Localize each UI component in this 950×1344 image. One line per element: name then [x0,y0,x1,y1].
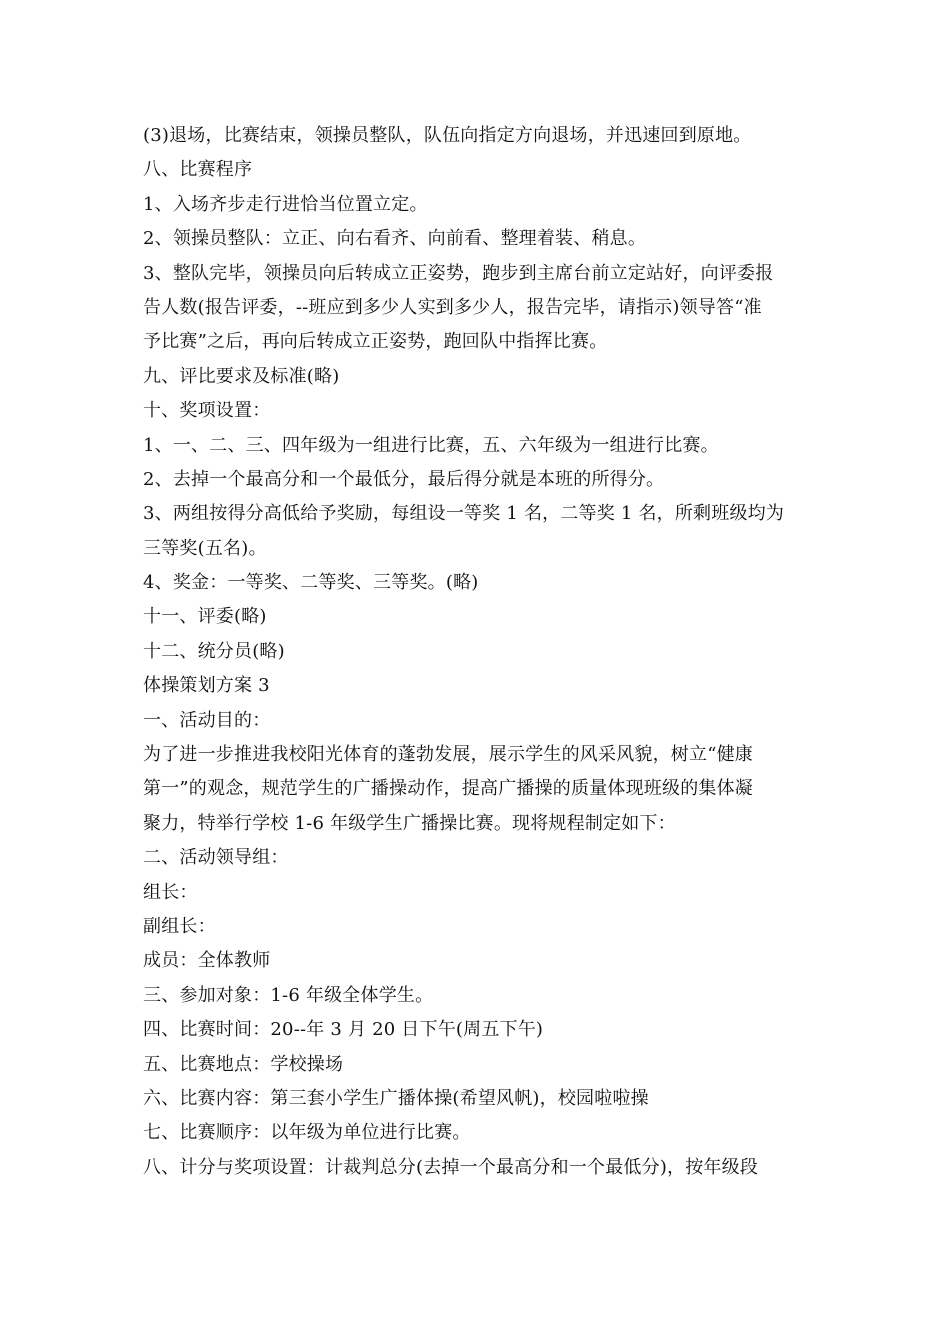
section-heading: 九、评比要求及标准(略) [143,365,340,387]
text-line: 1、一、二、三、四年级为一组进行比赛，五、六年级为一组进行比赛。 [143,434,719,456]
text-line: 2、去掉一个最高分和一个最低分，最后得分就是本班的所得分。 [143,468,665,490]
section-heading: 十二、统分员(略) [143,640,285,662]
text-line: 成员：全体教师 [143,950,271,972]
text-line: 4、奖金：一等奖、二等奖、三等奖。(略) [143,572,479,594]
text-line: 3、整队完毕，领操员向后转成立正姿势，跑步到主席台前立定站好，向评委报 [143,262,774,284]
section-heading: 七、比赛顺序：以年级为单位进行比赛。 [143,1122,471,1144]
text-line: 副组长： [143,915,216,937]
text-line: 告人数(报告评委，--班应到多少人实到多少人，报告完毕，请指示)领导答“准 [143,296,762,318]
section-heading: 四、比赛时间：20--年 3 月 20 日下午(周五下午) [143,1019,544,1041]
section-heading: 八、计分与奖项设置：计裁判总分(去掉一个最高分和一个最低分)，按年级段 [143,1156,759,1178]
section-heading: 三、参加对象：1-6 年级全体学生。 [143,984,434,1006]
text-line: 予比赛”之后，再向后转成立正姿势，跑回队中指挥比赛。 [143,331,608,353]
text-line: 为了进一步推进我校阳光体育的蓬勃发展，展示学生的风采风貌，树立“健康 [143,744,753,766]
section-heading: 十、奖项设置： [143,400,271,422]
text-line: 1、入场齐步走行进恰当位置立定。 [143,193,428,215]
section-heading: 二、活动领导组： [143,847,289,869]
text-line: 聚力，特举行学校 1-6 年级学生广播操比赛。现将规程制定如下： [143,812,676,834]
text-line: 第一”的观念，规范学生的广播操动作，提高广播操的质量体现班级的集体凝 [143,778,753,800]
text-line: (3)退场，比赛结束，领操员整队，队伍向指定方向退场，并迅速回到原地。 [143,125,752,146]
section-heading: 八、比赛程序 [143,159,253,181]
text-line: 三等奖(五名)。 [143,537,267,559]
text-line: 组长： [143,881,198,903]
section-heading: 十一、评委(略) [143,606,267,628]
section-heading: 六、比赛内容：第三套小学生广播体操(希望风帆)，校园啦啦操 [143,1087,649,1109]
text-line: 2、领操员整队：立正、向右看齐、向前看、整理着装、稍息。 [143,228,647,250]
section-heading: 一、活动目的： [143,709,271,731]
text-line: 3、两组按得分高低给予奖励，每组设一等奖 1 名，二等奖 1 名，所剩班级均为 [143,503,785,525]
document-title: 体操策划方案 3 [143,675,270,697]
document-body [143,119,811,1185]
section-heading: 五、比赛地点：学校操场 [143,1053,344,1075]
